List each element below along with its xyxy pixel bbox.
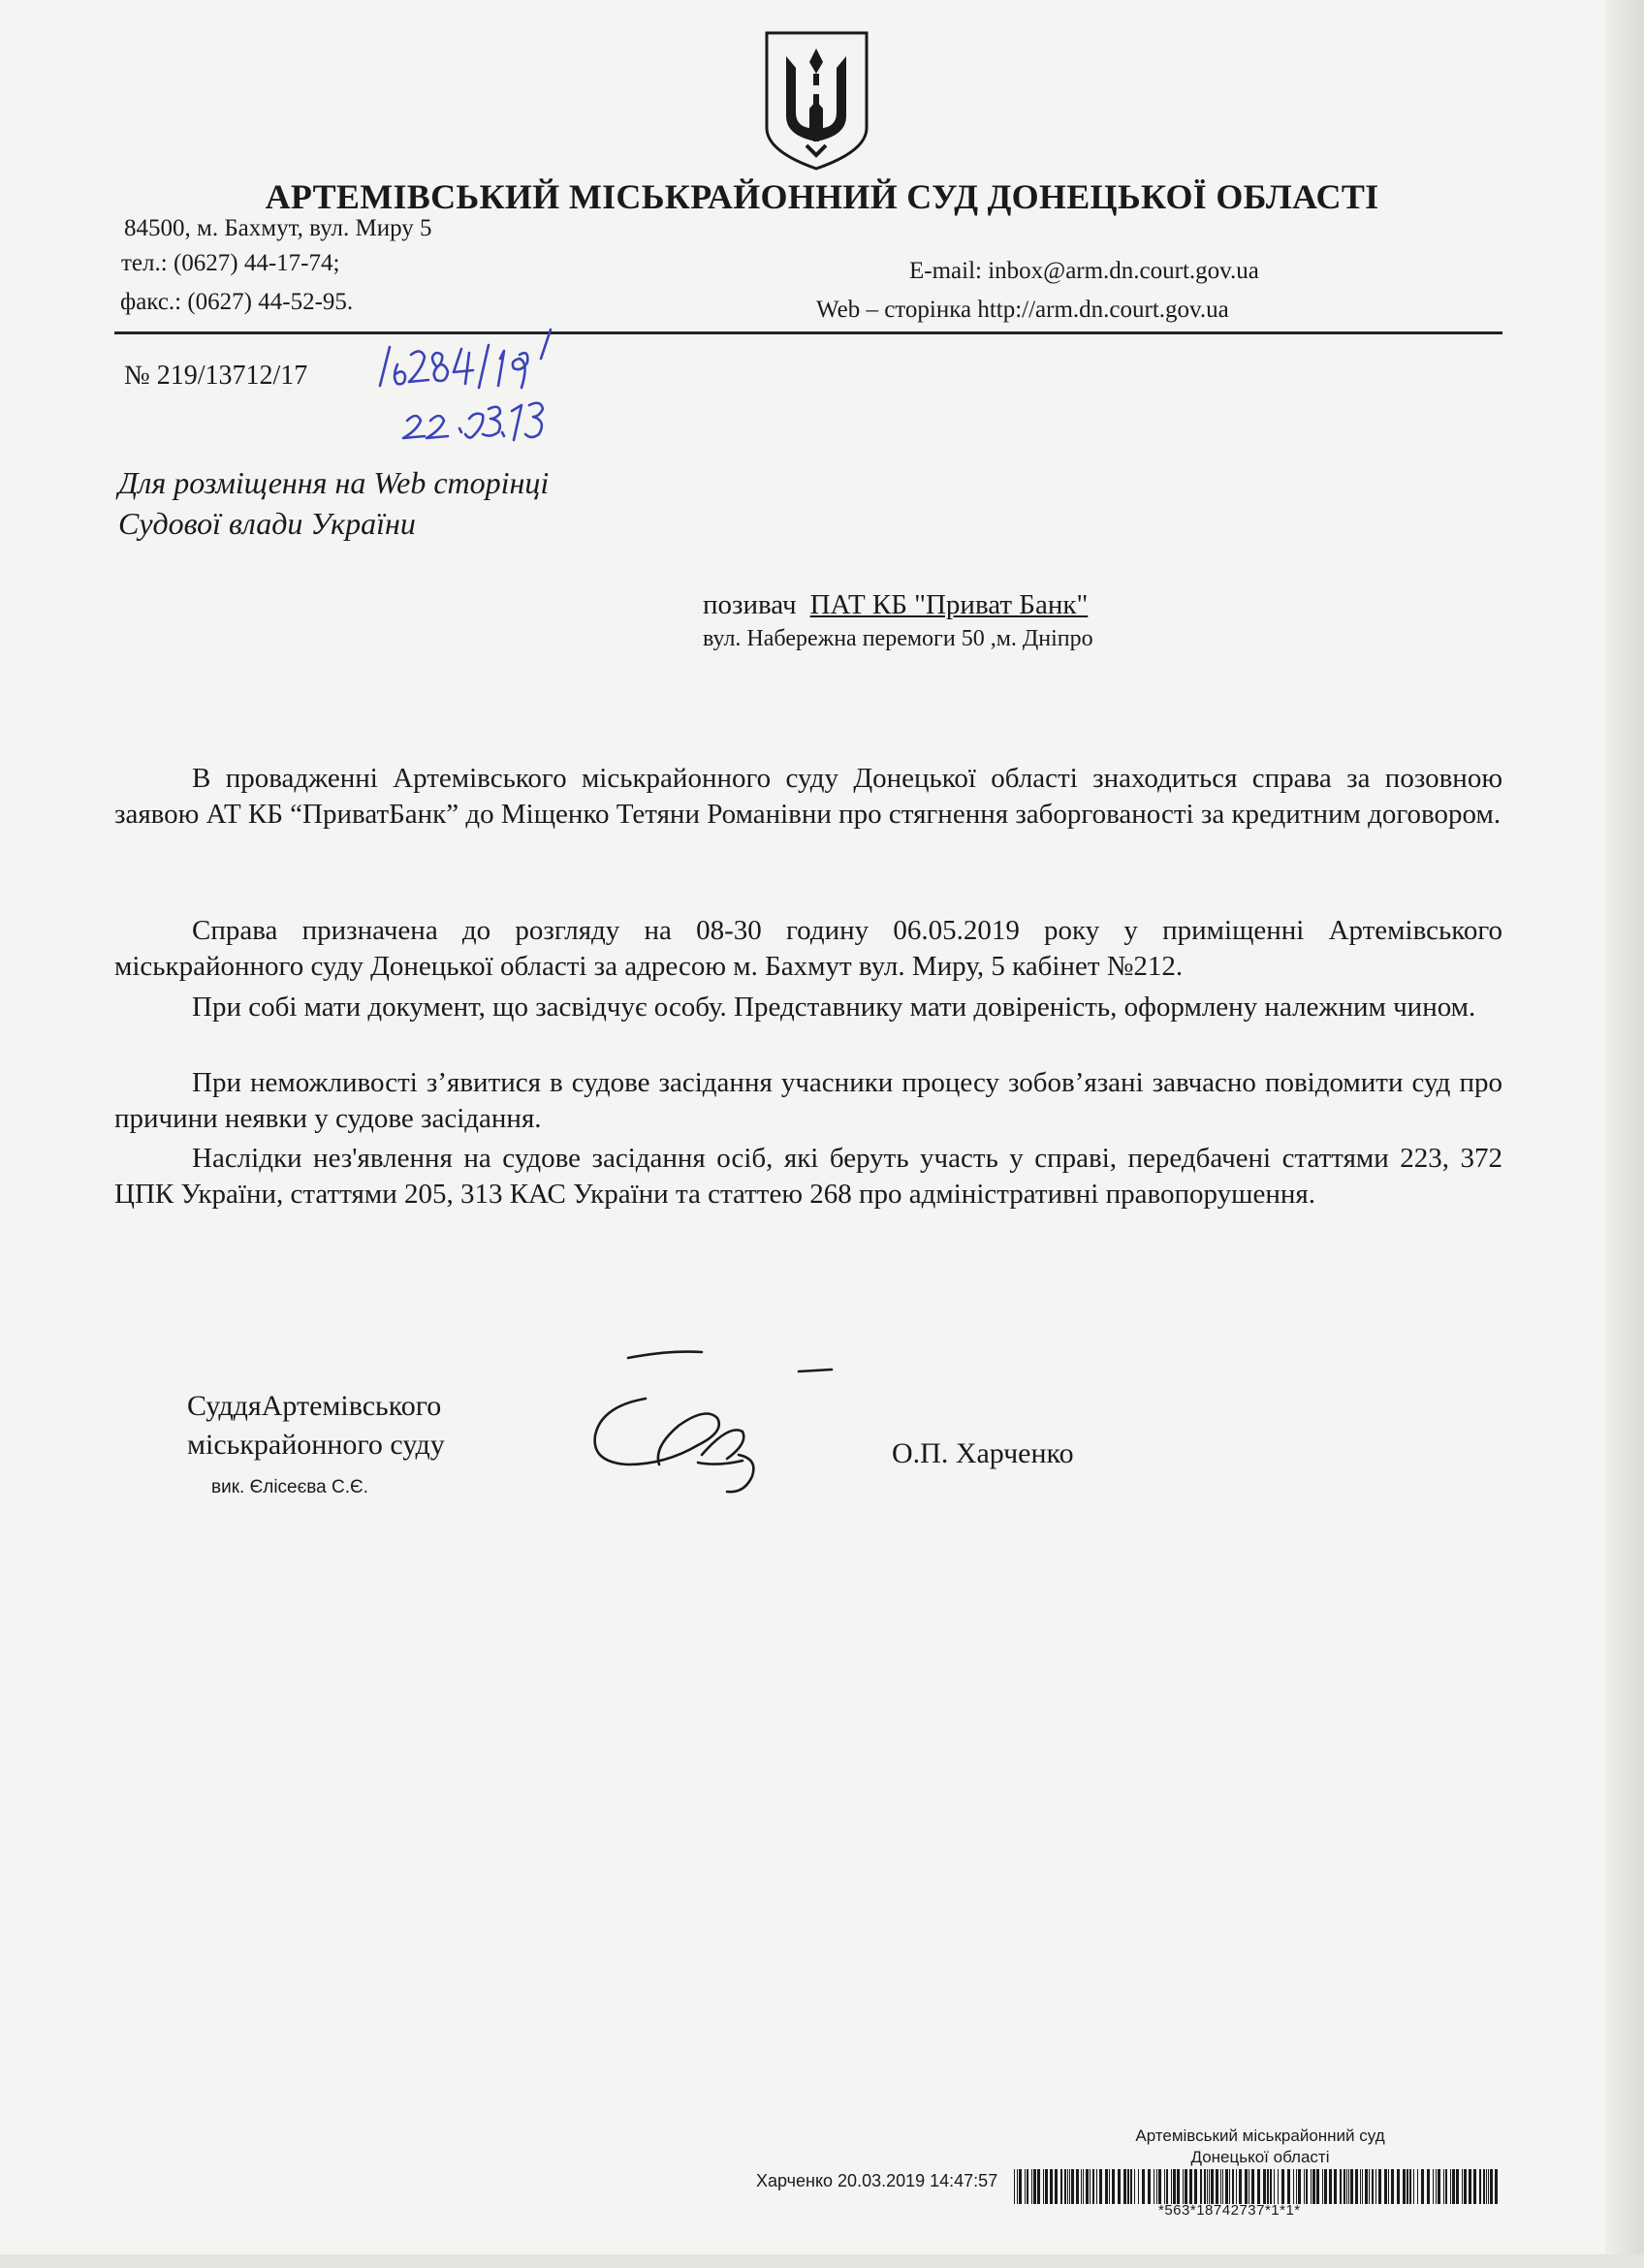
paragraph-consequences: Наслідки нез'явлення на судове засідання осіб, які беруть участь у справі, передбачені статтями 223, 372 ЦПК України, статтями 205, 313 КАС України та статтею 268 про адміністративні правопорушення. xyxy=(114,1143,1502,1210)
barcode-bar xyxy=(1443,2169,1444,2204)
barcode-bar xyxy=(1445,2169,1447,2204)
barcode-bar xyxy=(1369,2169,1370,2204)
barcode-bar xyxy=(1092,2169,1094,2204)
court-website: Web – сторінка http://arm.dn.court.gov.ua xyxy=(816,297,1229,323)
court-name-heading: АРТЕМІВСЬКИЙ МІСЬКРАЙОННИЙ СУД ДОНЕЦЬКОЇ ОБЛАСТІ xyxy=(265,177,1379,216)
barcode-bar xyxy=(1239,2169,1242,2204)
paragraph-identity-documents: При собі мати документ, що засвідчує особу. Представнику мати довіреність, оформлену належним чином. xyxy=(192,992,1476,1023)
barcode-bar xyxy=(1171,2169,1172,2204)
barcode-bar xyxy=(1177,2169,1180,2204)
barcode-bar xyxy=(1270,2169,1272,2204)
barcode-bar xyxy=(1452,2169,1455,2204)
barcode-bar xyxy=(1324,2169,1327,2204)
handwritten-registration-note xyxy=(368,320,620,456)
electronic-signature-timestamp: Харченко 20.03.2019 14:47:57 xyxy=(756,2171,998,2190)
executor-note: вик. Єлісеєва С.Є. xyxy=(211,1477,368,1497)
plaintiff-name: ПАТ КБ "Приват Банк" xyxy=(809,589,1089,620)
barcode-bar xyxy=(1245,2169,1248,2204)
barcode-bar xyxy=(1355,2169,1358,2204)
barcode-bar xyxy=(1322,2169,1323,2204)
court-email: E-mail: inbox@arm.dn.court.gov.ua xyxy=(909,258,1259,284)
barcode-bar xyxy=(1490,2169,1493,2204)
plaintiff-label: позивач xyxy=(703,589,797,620)
barcode-bar xyxy=(1183,2169,1184,2204)
barcode-bar xyxy=(1236,2169,1237,2204)
barcode-bar xyxy=(1148,2169,1151,2204)
barcode-bar xyxy=(1076,2169,1079,2204)
barcode-bar xyxy=(1200,2169,1202,2204)
barcode-bar xyxy=(1287,2169,1290,2204)
stamp-court-line1: Артемівський міськрайонний суд xyxy=(1135,2126,1385,2145)
judge-name: О.П. Харченко xyxy=(892,1437,1074,1469)
barcode-bar xyxy=(1407,2169,1408,2204)
barcode-bar xyxy=(1479,2169,1481,2204)
barcode-bar xyxy=(1348,2169,1349,2204)
barcode-bar xyxy=(1403,2169,1406,2204)
judge-title-line1: СуддяАртемівського xyxy=(187,1390,442,1422)
barcode-bar xyxy=(1045,2169,1048,2204)
barcode-bar xyxy=(1311,2169,1312,2204)
barcode-bar xyxy=(1207,2169,1208,2204)
barcode-bar xyxy=(1204,2169,1206,2204)
coat-of-arms-icon xyxy=(761,27,872,173)
barcode-bar xyxy=(1222,2169,1223,2204)
barcode-bar xyxy=(1281,2169,1284,2204)
barcode-bar xyxy=(1185,2169,1187,2204)
barcode-bar xyxy=(1216,2169,1218,2204)
barcode-bar xyxy=(1127,2169,1129,2204)
barcode-bar xyxy=(1037,2169,1040,2204)
barcode-bar xyxy=(1025,2169,1026,2204)
barcode-bar xyxy=(1421,2169,1424,2204)
barcode-bar xyxy=(1118,2169,1121,2204)
barcode-bar xyxy=(1427,2169,1430,2204)
barcode-bar xyxy=(1142,2169,1145,2204)
barcode-bar xyxy=(1409,2169,1411,2204)
barcode-bar xyxy=(1229,2169,1230,2204)
barcode-bar xyxy=(1164,2169,1165,2204)
judge-signature xyxy=(582,1342,853,1512)
barcode-bar xyxy=(1067,2169,1068,2204)
barcode-bar xyxy=(1413,2169,1414,2204)
barcode-bar xyxy=(1123,2169,1126,2204)
judge-title-line2: міськрайонного суду xyxy=(187,1429,445,1461)
court-fax: факс.: (0627) 44-52-95. xyxy=(120,289,354,315)
barcode-bar xyxy=(1014,2169,1015,2204)
barcode-bar xyxy=(1488,2169,1489,2204)
barcode-bar xyxy=(1274,2169,1275,2204)
barcode-bar xyxy=(1495,2169,1498,2204)
barcode-bar xyxy=(1069,2169,1070,2204)
barcode-bar xyxy=(1464,2169,1467,2204)
barcode-bar xyxy=(1360,2169,1361,2204)
barcode-bar xyxy=(1263,2169,1266,2204)
paragraph-hearing-schedule: Справа призначена до розгляду на 08-30 годину 06.05.2019 року у приміщенні Артемівського міськрайонного суду Донецької області за адресою м. Бахмут вул. Миру, 5 кабінет №212. xyxy=(114,915,1502,982)
plaintiff-line xyxy=(703,589,1088,621)
page-bottom-edge xyxy=(0,2254,1644,2268)
barcode-bar xyxy=(1055,2169,1058,2204)
barcode-bar xyxy=(1225,2169,1228,2204)
barcode-bar xyxy=(1462,2169,1463,2204)
barcode-bar xyxy=(1083,2169,1084,2204)
barcode-bar xyxy=(1391,2169,1394,2204)
page-edge-shadow xyxy=(1605,0,1644,2268)
document-barcode xyxy=(1014,2169,1502,2204)
barcode-bar xyxy=(1156,2169,1157,2204)
barcode-bar xyxy=(1340,2169,1342,2204)
barcode-bar xyxy=(1194,2169,1197,2204)
barcode-bar xyxy=(1293,2169,1294,2204)
barcode-bar xyxy=(1027,2169,1028,2204)
barcode-bar xyxy=(1130,2169,1132,2204)
court-phone: тел.: (0627) 44-17-74; xyxy=(121,250,340,276)
barcode-bar xyxy=(1211,2169,1214,2204)
header-divider xyxy=(114,331,1502,334)
barcode-bar xyxy=(1043,2169,1044,2204)
barcode-bar xyxy=(1251,2169,1254,2204)
barcode-bar xyxy=(1033,2169,1036,2204)
barcode-bar xyxy=(1189,2169,1192,2204)
barcode-bar xyxy=(1050,2169,1053,2204)
barcode-bar xyxy=(1017,2169,1018,2204)
barcode-bar xyxy=(1112,2169,1115,2204)
barcode-bar xyxy=(1209,2169,1210,2204)
court-address: 84500, м. Бахмут, вул. Миру 5 xyxy=(124,215,432,241)
barcode-bar xyxy=(1090,2169,1091,2204)
barcode-bar xyxy=(1486,2169,1487,2204)
barcode-bar xyxy=(1105,2169,1108,2204)
barcode-bar xyxy=(1306,2169,1308,2204)
barcode-bar xyxy=(1298,2169,1301,2204)
barcode-bar xyxy=(1220,2169,1221,2204)
barcode-bar xyxy=(1450,2169,1451,2204)
barcode-bar xyxy=(1166,2169,1168,2204)
barcode-bar xyxy=(1278,2169,1279,2204)
barcode-bar xyxy=(1304,2169,1305,2204)
barcode-bar xyxy=(1365,2169,1368,2204)
barcode-bar xyxy=(1350,2169,1353,2204)
stamp-court-line2: Донецької області xyxy=(1190,2148,1330,2166)
barcode-bar xyxy=(1388,2169,1389,2204)
barcode-bar xyxy=(1316,2169,1319,2204)
barcode-bar xyxy=(1099,2169,1102,2204)
barcode-bar xyxy=(1019,2169,1022,2204)
barcode-bar xyxy=(1081,2169,1082,2204)
barcode-bar xyxy=(1071,2169,1074,2204)
barcode-bar xyxy=(1469,2169,1471,2204)
paragraph-case-description: В провадженні Артемівського міськрайонного суду Донецької області знаходиться справа за позовною заявою АТ КБ “ПриватБанк” до Міщенко Тетяни Романівни про стягнення заборгованості за кредитним договором. xyxy=(114,763,1502,830)
barcode-bar xyxy=(1109,2169,1110,2204)
barcode-bar xyxy=(1473,2169,1476,2204)
barcode-bar xyxy=(1312,2169,1315,2204)
barcode-bar xyxy=(1375,2169,1376,2204)
barcode-bar xyxy=(1064,2169,1066,2204)
barcode-bar xyxy=(1456,2169,1459,2204)
barcode-bar xyxy=(1257,2169,1260,2204)
barcode-bar xyxy=(1158,2169,1161,2204)
barcode-bar xyxy=(1378,2169,1381,2204)
barcode-bar xyxy=(1329,2169,1332,2204)
barcode-bar xyxy=(1060,2169,1062,2204)
paragraph-absence-notice: При неможливості з’явитися в судове засідання учасники процесу зобов’язані завчасно повідомити суд про причини неявки у судове засідання. xyxy=(114,1067,1502,1134)
plaintiff-address: вул. Набережна перемоги 50 ,м. Дніпро xyxy=(703,626,1093,651)
barcode-bar xyxy=(1031,2169,1032,2204)
barcode-bar xyxy=(1362,2169,1363,2204)
barcode-bar xyxy=(1436,2169,1437,2204)
case-reference-number: № 219/13712/17 xyxy=(124,361,308,391)
barcode-bar xyxy=(1384,2169,1387,2204)
barcode-bar xyxy=(1296,2169,1297,2204)
barcode-bar xyxy=(1417,2169,1418,2204)
barcode-bar xyxy=(1267,2169,1269,2204)
barcode-bar xyxy=(1138,2169,1139,2204)
barcode-bar xyxy=(1096,2169,1097,2204)
web-placement-note-line1: Для розміщення на Web сторінці xyxy=(118,465,550,500)
barcode-bar xyxy=(1173,2169,1176,2204)
barcode-bar xyxy=(1433,2169,1434,2204)
barcode-bar xyxy=(1438,2169,1440,2204)
barcode-bar xyxy=(1372,2169,1374,2204)
barcode-bar xyxy=(1483,2169,1485,2204)
barcode-bar xyxy=(1086,2169,1089,2204)
barcode-number: *563*18742737*1*1* xyxy=(1158,2202,1301,2219)
barcode-bar xyxy=(1232,2169,1234,2204)
barcode-bar xyxy=(1397,2169,1400,2204)
electronic-stamp-court xyxy=(1066,2126,1454,2168)
barcode-bar xyxy=(1344,2169,1345,2204)
barcode-bar xyxy=(1334,2169,1337,2204)
barcode-bar xyxy=(1134,2169,1135,2204)
web-placement-note-line2: Судової влади України xyxy=(118,506,416,541)
barcode-bar xyxy=(1346,2169,1347,2204)
